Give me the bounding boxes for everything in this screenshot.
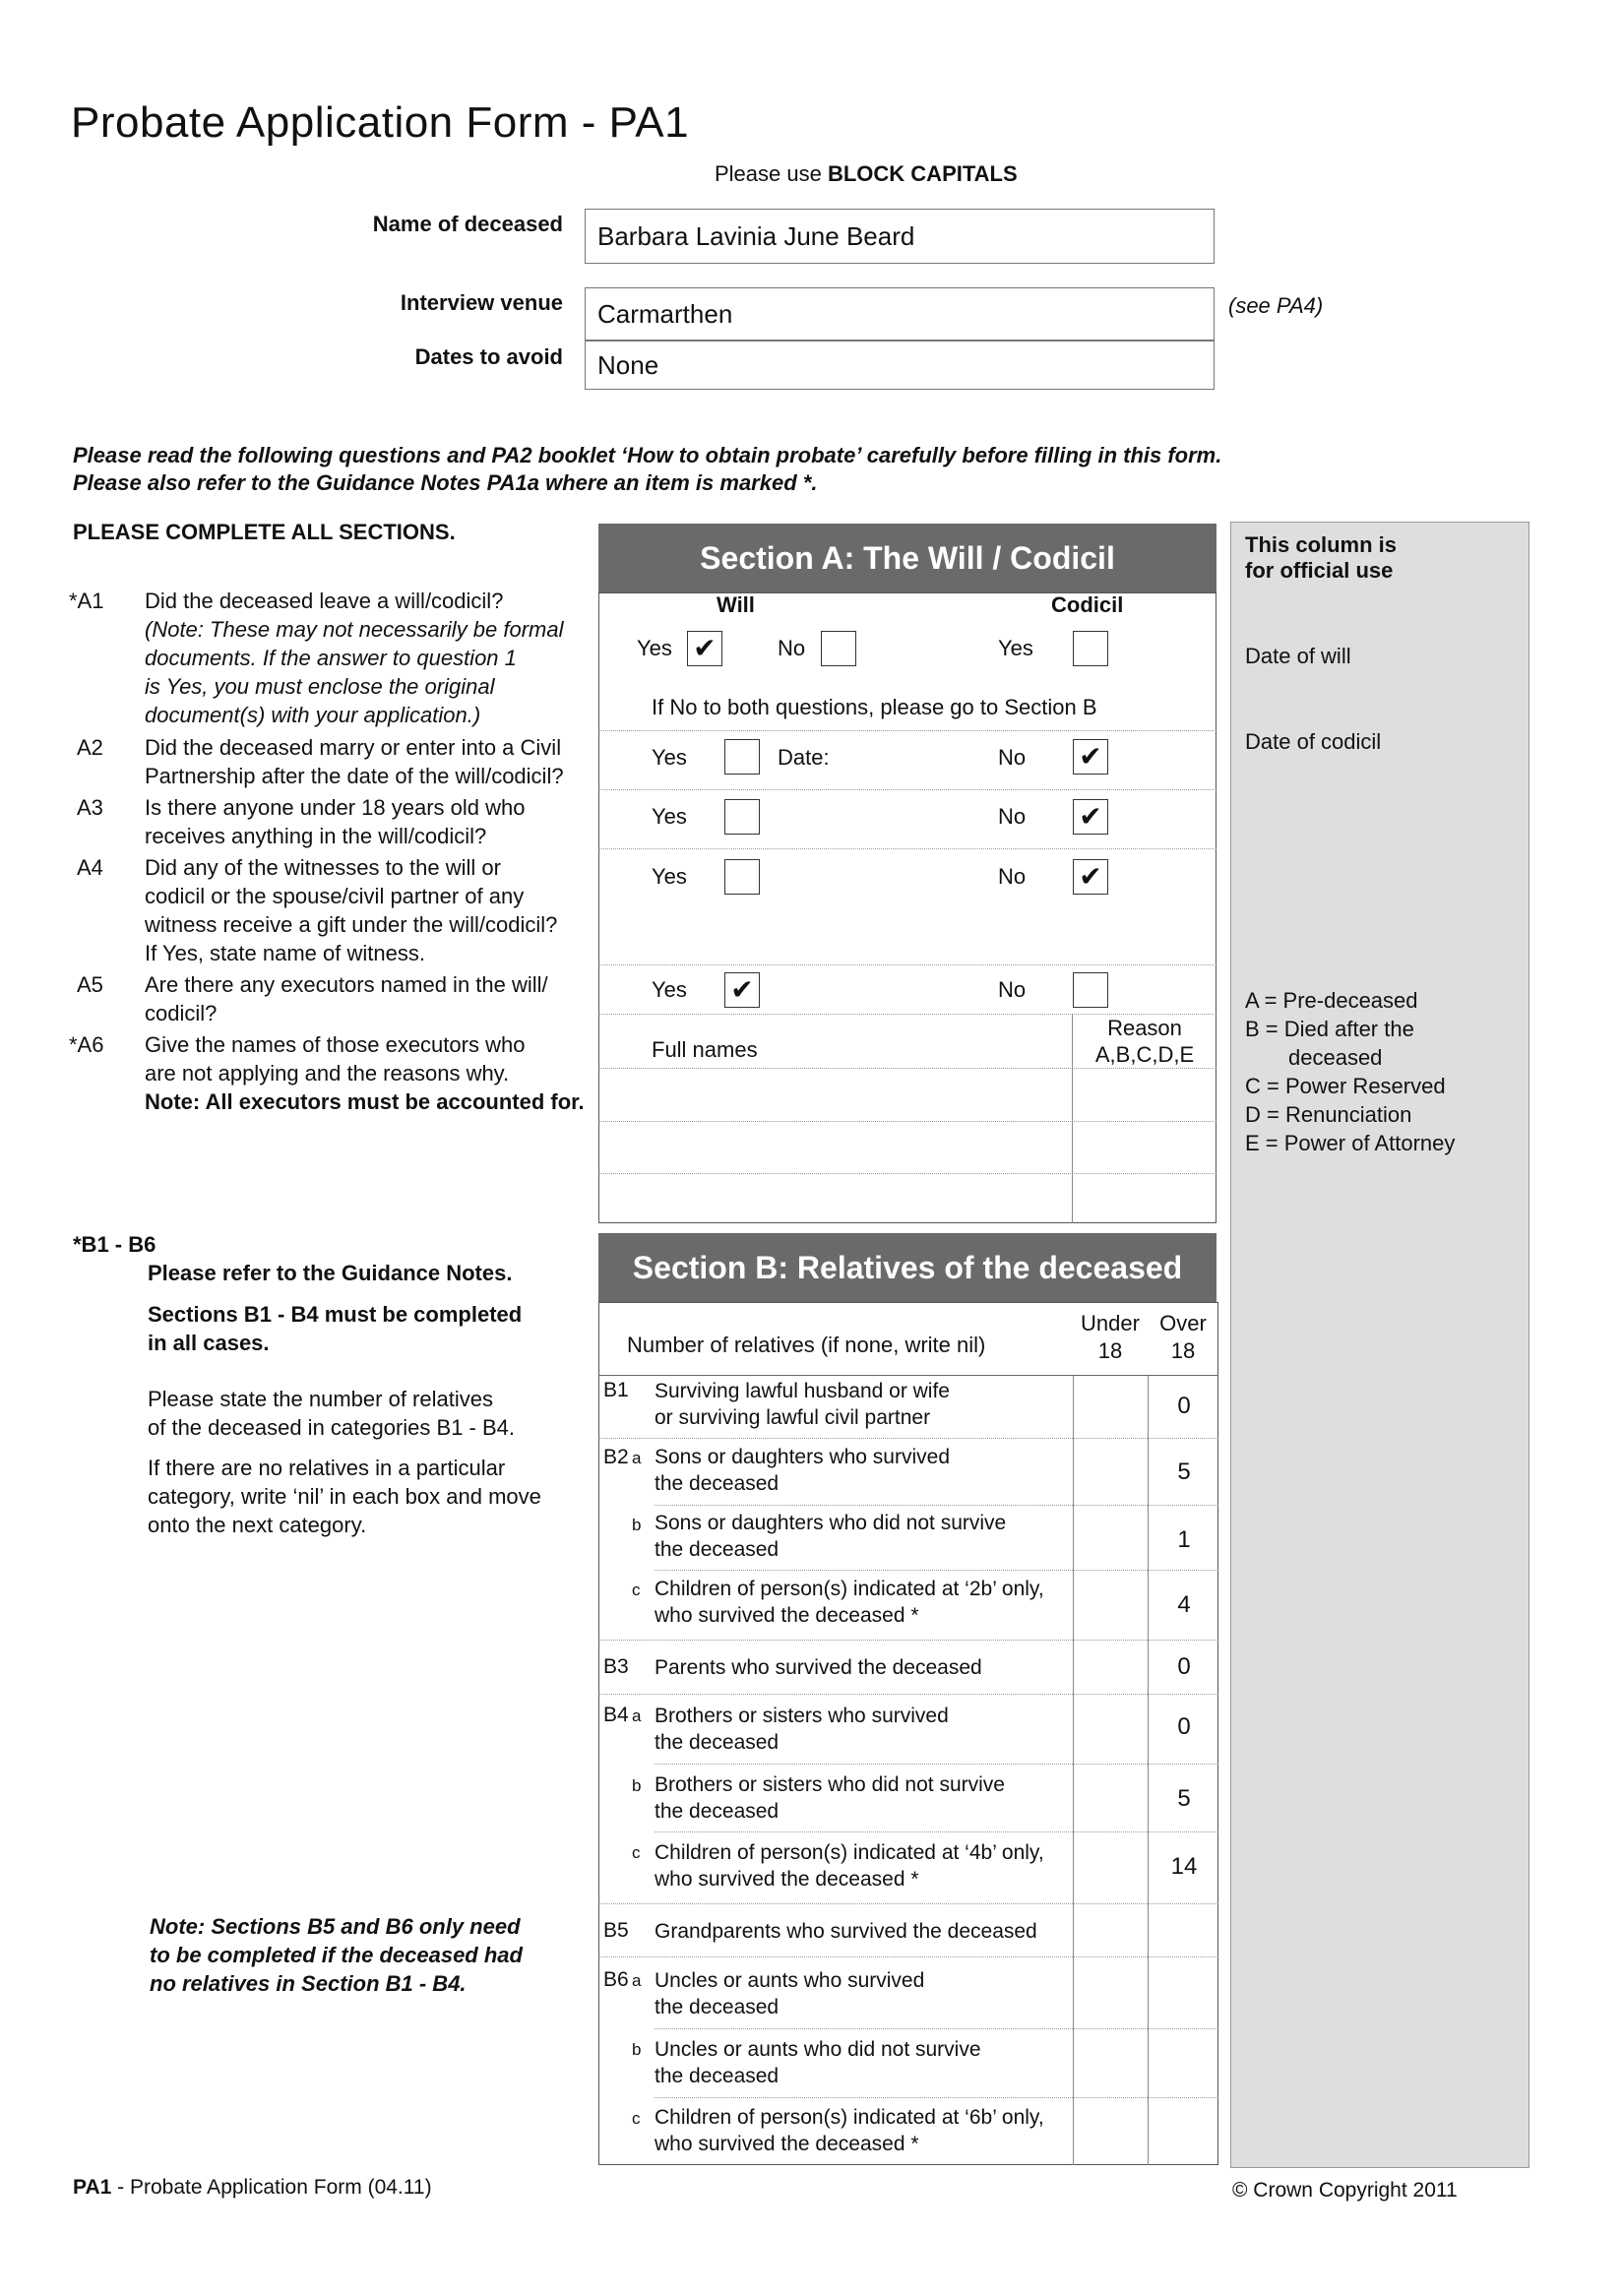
a5-yes-checkbox[interactable]: ✔ <box>724 972 760 1008</box>
interview-venue-label: Interview venue <box>400 290 563 315</box>
divider <box>598 1068 1216 1069</box>
b6b-letter: b <box>632 2040 642 2059</box>
b1-over-18[interactable]: 0 <box>1177 1393 1191 1419</box>
question-a5-id: A5 <box>77 972 103 997</box>
a1-codicil-yes-label: Yes <box>998 636 1033 660</box>
b2c-letter: c <box>632 1581 641 1599</box>
b2c-text: Children of person(s) indicated at ‘2b’ only, who survived the deceased * <box>655 1578 1044 1627</box>
b4-code: B4 <box>603 1704 629 1726</box>
a3-no-label: No <box>998 804 1027 829</box>
a1-will-no-checkbox[interactable] <box>821 631 856 666</box>
a3-yes-label: Yes <box>652 804 687 829</box>
codicil-column-heading: Codicil <box>1051 592 1124 617</box>
question-a3-id: A3 <box>77 795 103 820</box>
a2-yes-label: Yes <box>652 745 687 770</box>
b5-text: Grandparents who survived the deceased <box>655 1920 1037 1943</box>
b4b-letter: b <box>632 1776 642 1795</box>
footer-form-label: PA1 - Probate Application Form (04.11) <box>73 2176 432 2199</box>
divider <box>655 1505 1218 1506</box>
interview-venue-field[interactable]: Carmarthen <box>585 287 1215 341</box>
reason-c: C = Power Reserved <box>1245 1074 1446 1098</box>
b6c-text: Children of person(s) indicated at ‘6b’ only, who survived the deceased * <box>655 2106 1044 2155</box>
b6c-letter: c <box>632 2109 641 2128</box>
dates-to-avoid-field[interactable]: None <box>585 341 1215 390</box>
question-a6-text: Give the names of those executors who are not applying and the reasons why. Note: All executors must be accounted for. <box>145 1032 585 1114</box>
divider <box>655 1764 1218 1765</box>
divider <box>598 1903 1218 1904</box>
question-a2-id: A2 <box>77 735 103 760</box>
question-a1-id: *A1 <box>69 589 104 613</box>
dates-to-avoid-label: Dates to avoid <box>414 344 563 369</box>
full-names-heading: Full names <box>652 1037 758 1062</box>
a3-no-checkbox[interactable]: ✔ <box>1073 799 1108 835</box>
b4a-over-18[interactable]: 0 <box>1177 1713 1191 1740</box>
a4-no-checkbox[interactable]: ✔ <box>1073 859 1108 895</box>
question-a4-id: A4 <box>77 855 103 880</box>
divider <box>598 848 1216 849</box>
executor-name-field-2[interactable] <box>602 1125 1069 1170</box>
b3-text: Parents who survived the deceased <box>655 1656 982 1679</box>
section-b5-b6-note: Note: Sections B5 and B6 only need to be completed if the deceased had no relatives in Section B1 - B4. <box>150 1914 523 1996</box>
divider <box>598 1640 1218 1641</box>
a1-will-no-label: No <box>778 636 806 660</box>
reason-column-divider <box>1072 1014 1073 1223</box>
divider <box>598 1694 1218 1695</box>
b4c-over-18[interactable]: 14 <box>1170 1853 1198 1880</box>
b1-code: B1 <box>603 1379 629 1401</box>
section-b-state-note: Please state the number of relatives of the deceased in categories B1 - B4. <box>148 1387 516 1440</box>
section-b-left-id: *B1 - B6 <box>73 1232 156 1257</box>
official-date-of-codicil: Date of codicil <box>1245 729 1382 754</box>
under-18-heading: Under 18 <box>1081 1311 1140 1363</box>
divider <box>598 730 1216 731</box>
official-heading: This column is for official use <box>1245 532 1398 583</box>
section-b-must-note: Sections B1 - B4 must be completed in all cases. <box>148 1302 523 1355</box>
official-use-column <box>1230 522 1529 2168</box>
a5-yes-label: Yes <box>652 977 687 1002</box>
b1-text: Surviving lawful husband or wife or surviving lawful civil partner <box>655 1380 950 1429</box>
over-18-heading: Over 18 <box>1159 1311 1207 1363</box>
b2b-letter: b <box>632 1516 642 1534</box>
under-column-divider <box>1073 1375 1074 2165</box>
b4a-letter: a <box>632 1706 642 1725</box>
a1-will-yes-label: Yes <box>637 636 672 660</box>
a2-no-label: No <box>998 745 1027 770</box>
divider <box>598 1438 1218 1439</box>
question-a6-id: *A6 <box>69 1032 104 1057</box>
section-b-heading: Section B: Relatives of the deceased <box>598 1233 1216 1302</box>
over-column-divider <box>1148 1375 1149 2165</box>
b2c-over-18[interactable]: 4 <box>1177 1591 1191 1618</box>
name-of-deceased-field[interactable]: Barbara Lavinia June Beard <box>585 209 1215 264</box>
section-b-refer-note: Please refer to the Guidance Notes. <box>148 1261 513 1285</box>
question-a2-text: Did the deceased marry or enter into a Civil Partnership after the date of the will/codicil? <box>145 735 564 788</box>
name-of-deceased-label: Name of deceased <box>372 212 563 236</box>
executor-reason-field-3[interactable] <box>1075 1177 1213 1220</box>
b3-over-18[interactable]: 0 <box>1177 1653 1191 1680</box>
instruction-line-2: Please also refer to the Guidance Notes PA1a where an item is marked *. <box>73 470 818 495</box>
b4b-over-18[interactable]: 5 <box>1177 1785 1191 1812</box>
b6a-text: Uncles or aunts who survived the deceased <box>655 1969 925 2018</box>
executor-reason-field-1[interactable] <box>1075 1073 1213 1118</box>
b6b-text: Uncles or aunts who did not survive the deceased <box>655 2038 981 2087</box>
divider <box>598 1956 1218 1957</box>
b4c-letter: c <box>632 1843 641 1862</box>
divider <box>655 2097 1218 2098</box>
divider <box>655 1831 1218 1832</box>
divider <box>598 1173 1216 1174</box>
b6-code: B6 <box>603 1968 629 1991</box>
executor-name-field-1[interactable] <box>602 1073 1069 1118</box>
b3-code: B3 <box>603 1655 629 1678</box>
reason-d: D = Renunciation <box>1245 1102 1412 1127</box>
question-a1-text: Did the deceased leave a will/codicil? (Note: These may not necessarily be formal documents. If the answer to question 1 is Yes, you must enclose the original document(s) with your application.) <box>145 589 564 727</box>
footer-copyright: © Crown Copyright 2011 <box>1232 2179 1458 2202</box>
b4a-text: Brothers or sisters who survived the deceased <box>655 1705 949 1754</box>
a3-yes-checkbox[interactable] <box>724 799 760 835</box>
b6a-letter: a <box>632 1971 642 1990</box>
a2-date-label: Date: <box>778 745 830 770</box>
b4b-text: Brothers or sisters who did not survive the deceased <box>655 1773 1005 1823</box>
divider <box>598 1375 1218 1376</box>
will-column-heading: Will <box>717 592 755 617</box>
number-of-relatives-label: Number of relatives (if none, write nil) <box>627 1333 986 1357</box>
divider <box>655 2028 1218 2029</box>
reason-a: A = Pre-deceased <box>1245 988 1418 1013</box>
divider <box>598 789 1216 790</box>
complete-all-sections: PLEASE COMPLETE ALL SECTIONS. <box>73 520 456 544</box>
b2a-letter: a <box>632 1449 642 1467</box>
see-pa4-note: (see PA4) <box>1228 293 1324 318</box>
section-a-heading: Section A: The Will / Codicil <box>598 524 1216 592</box>
b2a-over-18[interactable]: 5 <box>1177 1458 1191 1485</box>
executor-name-field-3[interactable] <box>602 1177 1069 1220</box>
instruction-line-1: Please read the following questions and PA2 booklet ‘How to obtain probate’ carefully before filling in this form. <box>73 443 1222 467</box>
page-title: Probate Application Form - PA1 <box>71 98 690 147</box>
a5-no-label: No <box>998 977 1027 1002</box>
section-b-nil-note: If there are no relatives in a particular category, write ‘nil’ in each box and move onto the next category. <box>148 1456 541 1537</box>
b2b-text: Sons or daughters who did not survive the deceased <box>655 1512 1007 1561</box>
divider <box>598 1121 1216 1122</box>
executor-reason-field-2[interactable] <box>1075 1125 1213 1170</box>
reason-b-cont: deceased <box>1288 1045 1383 1070</box>
reason-heading: Reason A,B,C,D,E <box>1094 1016 1195 1067</box>
official-date-of-will: Date of will <box>1245 644 1351 668</box>
b5-code: B5 <box>603 1919 629 1942</box>
if-no-instruction: If No to both questions, please go to Section B <box>652 695 1097 719</box>
question-a4-text: Did any of the witnesses to the will or codicil or the spouse/civil partner of any witness receive a gift under the will/codicil? If Yes, state name of witness. <box>145 855 558 965</box>
block-capitals-note: Please use BLOCK CAPITALS <box>715 161 1018 186</box>
a2-yes-checkbox[interactable] <box>724 739 760 775</box>
b2b-over-18[interactable]: 1 <box>1177 1526 1191 1553</box>
question-a5-text: Are there any executors named in the will/ codicil? <box>145 972 548 1025</box>
divider <box>598 964 1216 965</box>
b2a-text: Sons or daughters who survived the deceased <box>655 1446 950 1495</box>
b4c-text: Children of person(s) indicated at ‘4b’ only, who survived the deceased * <box>655 1841 1044 1891</box>
reason-b: B = Died after the <box>1245 1017 1414 1041</box>
a4-no-label: No <box>998 864 1027 889</box>
a1-codicil-yes-checkbox[interactable] <box>1073 631 1108 666</box>
a4-yes-label: Yes <box>652 864 687 889</box>
b2-code: B2 <box>603 1446 629 1468</box>
a5-no-checkbox[interactable] <box>1073 972 1108 1008</box>
a1-will-yes-checkbox[interactable]: ✔ <box>687 631 722 666</box>
divider <box>655 1570 1218 1571</box>
question-a3-text: Is there anyone under 18 years old who receives anything in the will/codicil? <box>145 795 526 848</box>
reason-e: E = Power of Attorney <box>1245 1131 1456 1155</box>
a4-yes-checkbox[interactable] <box>724 859 760 895</box>
a2-no-checkbox[interactable]: ✔ <box>1073 739 1108 775</box>
